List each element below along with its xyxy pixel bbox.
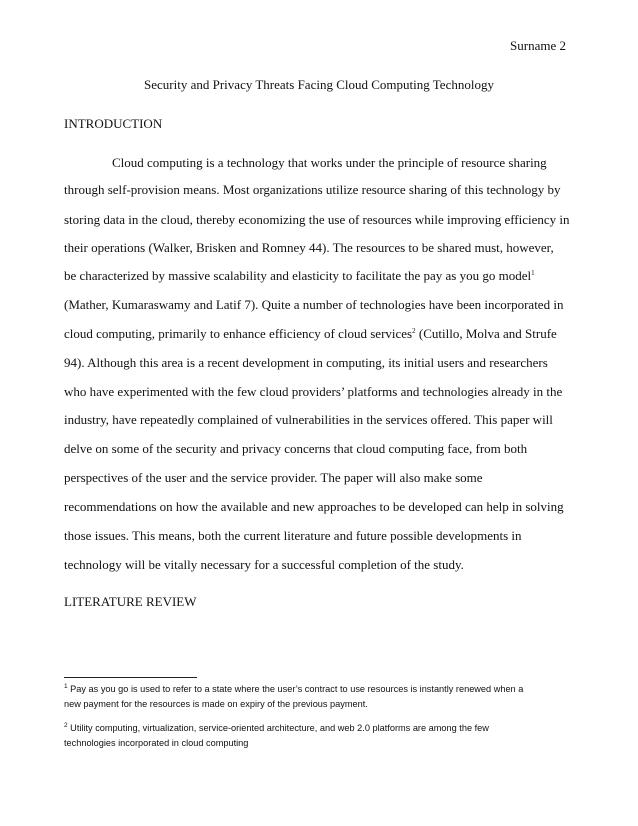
paragraph-line: (Mather, Kumaraswamy and Latif 7). Quite a number of technologies have been incorporated in (64, 297, 564, 312)
paragraph-line: their operations (Walker, Brisken and Romney 44). The resources to be shared must, however, (64, 240, 554, 255)
paragraph-line: perspectives of the user and the service provider. The paper will also make some (64, 470, 483, 485)
section-heading-introduction: INTRODUCTION (64, 116, 163, 131)
paragraph-line: those issues. This means, both the current literature and future possible developments in (64, 528, 522, 543)
line-text: be characterized by massive scalability and elasticity to facilitate the pay as you go model (64, 268, 532, 283)
section-heading-literature-review: LITERATURE REVIEW (64, 594, 197, 609)
paper-title: Security and Privacy Threats Facing Cloud Computing Technology (144, 77, 494, 92)
paragraph-line: storing data in the cloud, thereby economizing the use of resources while improving efficiency in (64, 212, 570, 227)
paragraph-line (64, 268, 535, 284)
footnote-1 (64, 684, 523, 694)
paragraph-line: Cloud computing is a technology that works under the principle of resource sharing (112, 155, 547, 170)
footnote-1-continued: new payment for the resources is made on expiry of the previous payment. (64, 699, 368, 709)
footnote-text: Pay as you go is used to refer to a state where the user’s contract to use resources is instantly renewed when a (67, 684, 524, 694)
footnote-reference[interactable]: 2 (412, 327, 416, 335)
paragraph-line (64, 326, 557, 342)
paragraph-line: who have experimented with the few cloud providers’ platforms and technologies already in the (64, 384, 563, 399)
footnote-separator (64, 677, 197, 678)
line-text: (Cutillo, Molva and Strufe (415, 326, 557, 341)
line-text: cloud computing, primarily to enhance efficiency of cloud services (64, 326, 413, 341)
footnote-mark: 2 (64, 722, 68, 729)
paragraph-line: delve on some of the security and privacy concerns that cloud computing face, from both (64, 441, 528, 456)
paragraph-line: recommendations on how the available and new approaches to be developed can help in solving (64, 499, 564, 514)
footnote-mark: 1 (64, 683, 68, 690)
paragraph-line: technology will be vitally necessary for a successful completion of the study. (64, 557, 464, 572)
paragraph-line: through self-provision means. Most organizations utilize resource sharing of this technology by (64, 182, 561, 197)
paragraph-line: industry, have repeatedly complained of vulnerabilities in the services offered. This paper will (64, 412, 553, 427)
paragraph-line: 94). Although this area is a recent development in computing, its initial users and researchers (64, 355, 548, 370)
footnote-2 (64, 723, 489, 733)
running-header: Surname 2 (510, 38, 566, 53)
footnote-2-continued: technologies incorporated in cloud computing (64, 738, 249, 748)
footnote-reference[interactable]: 1 (531, 269, 535, 277)
footnote-text: Utility computing, virtualization, service-oriented architecture, and web 2.0 platforms are among the few (67, 723, 489, 733)
